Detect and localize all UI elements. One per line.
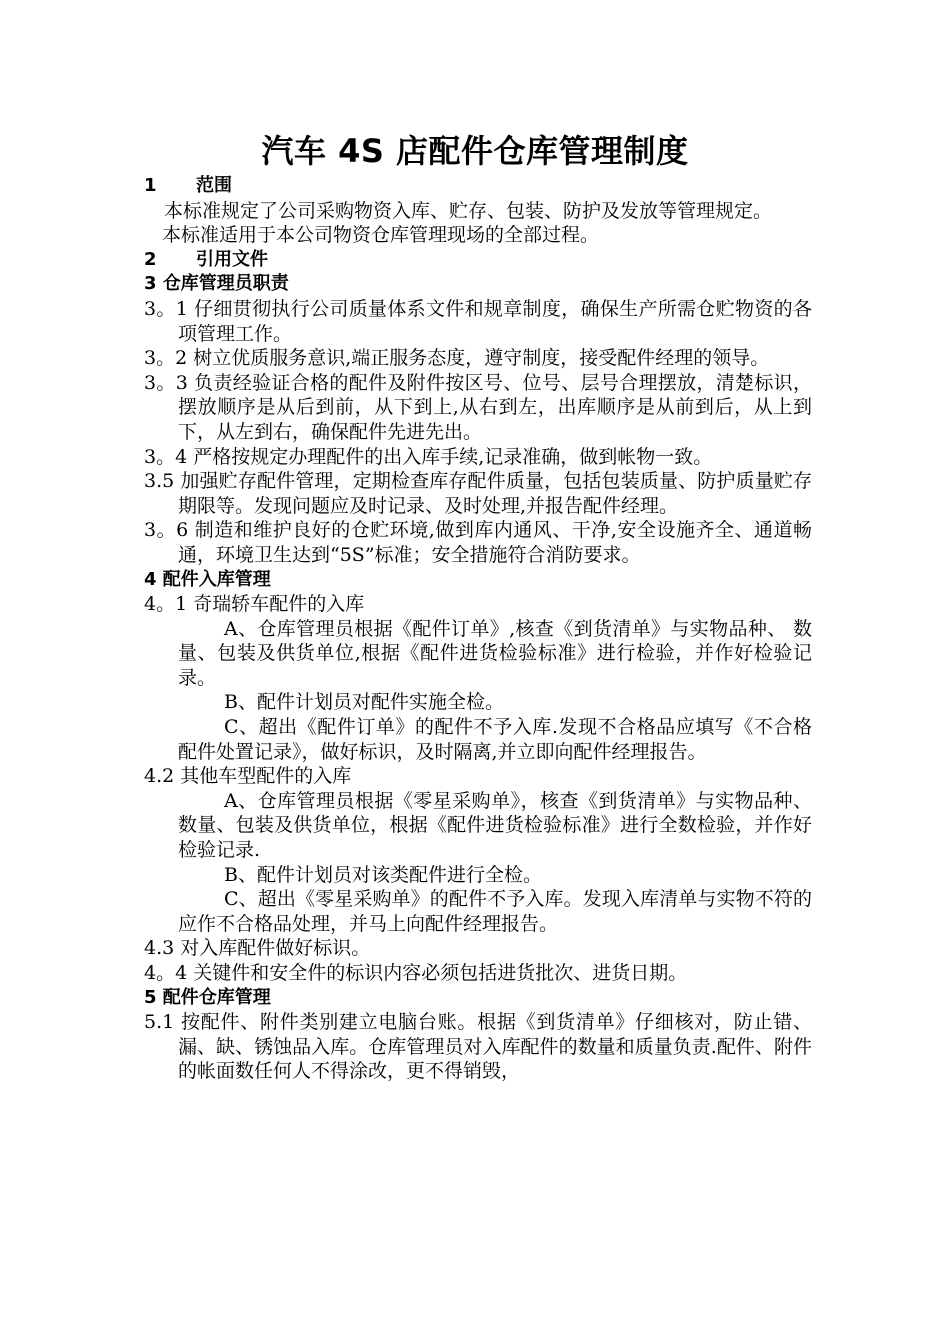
clause-4-2-b: B、配件计划员对该类配件进行全检。 bbox=[224, 863, 542, 886]
clause-3-4: 3。4 严格按规定办理配件的出入库手续,记录准确，做到帐物一致。 bbox=[144, 445, 713, 468]
clause-4-1-c: C、超出《配件订单》的配件不予入库.发现不合格品应填写《不合格配件处置记录》，做好标识，及时隔离,并立即向配件经理报告。 bbox=[178, 716, 812, 763]
section-heading-5: 5 配件仓库管理 bbox=[144, 986, 271, 1008]
document-body bbox=[144, 174, 812, 1084]
clause-4-2: 4.2 其他车型配件的入库 bbox=[144, 765, 352, 788]
clause-3-5: 3.5 加强贮存配件管理，定期检查库存配件质量，包括包装质量、防护质量贮存期限等。发现问题应及时记录、及时处理,并报告配件经理。 bbox=[144, 470, 812, 517]
clause-4-1-b: B、配件计划员对配件实施全检。 bbox=[224, 691, 504, 714]
clause-4-2-c: C、超出《零星采购单》的配件不予入库。发现入库清单与实物不符的应作不合格品处理，并马上向配件经理报告。 bbox=[178, 888, 812, 935]
clause-4-1: 4。1 奇瑞轿车配件的入库 bbox=[144, 593, 365, 616]
clause-4-4: 4。4 关键件和安全件的标识内容必须包括进货批次、进货日期。 bbox=[144, 962, 688, 984]
clause-4-1-a: A、仓库管理员根据《配件订单》,核查《到货清单》与实物品种、 数量、包装及供货单位,根据《配件进货检验标准》进行检验，并作好检验记录。 bbox=[178, 617, 812, 689]
section-heading-1 bbox=[144, 174, 812, 199]
clause-4-2-a: A、仓库管理员根据《零星采购单》，核查《到货清单》与实物品种、数量、包装及供货单位，根据《配件进货检验标准》进行全数检验，并作好检验记录. bbox=[178, 789, 812, 862]
clause-3-6: 3。6 制造和维护良好的仓贮环境,做到库内通风、干净,安全设施齐全、通道畅通，环境卫生达到“5S”标准；安全措施符合消防要求。 bbox=[144, 519, 812, 566]
clause-3-2: 3。2 树立优质服务意识,端正服务态度，遵守制度，接受配件经理的领导。 bbox=[144, 347, 770, 370]
section-number: 2 bbox=[144, 248, 157, 270]
clause-3-3: 3。3 负责经验证合格的配件及附件按区号、位号、层号合理摆放，清楚标识，摆放顺序是从后到前，从下到上,从右到左，出库顺序是从前到后，从上到下，从左到右，确保配件先进先出。 bbox=[144, 371, 812, 443]
clause-5-1: 5.1 按配件、附件类别建立电脑台账。根据《到货清单》仔细核对，防止错、漏、缺、锈蚀品入库。仓库管理员对入库配件的数量和质量负责.配件、附件的帐面数任何人不得涂改，更不得销毁， bbox=[144, 1011, 812, 1083]
clause-4-3: 4.3 对入库配件做好标识。 bbox=[144, 937, 371, 960]
section-number: 1 bbox=[144, 175, 157, 196]
section-heading-3: 3 仓库管理员职责 bbox=[144, 273, 289, 295]
paragraph: 本标准适用于本公司物资仓库管理现场的全部过程。 bbox=[162, 224, 600, 247]
paragraph: 本标准规定了公司采购物资入库、贮存、包装、防护及发放等管理规定。 bbox=[164, 199, 773, 222]
section-title: 范围 bbox=[196, 175, 232, 196]
section-heading-2 bbox=[144, 248, 812, 273]
section-heading-4: 4 配件入库管理 bbox=[144, 568, 271, 590]
clause-3-1: 3。1 仔细贯彻执行公司质量体系文件和规章制度，确保生产所需仓贮物资的各项管理工作。 bbox=[144, 297, 812, 345]
section-title: 引用文件 bbox=[196, 248, 268, 270]
document-title: 汽车 4S 店配件仓库管理制度 bbox=[261, 132, 689, 170]
